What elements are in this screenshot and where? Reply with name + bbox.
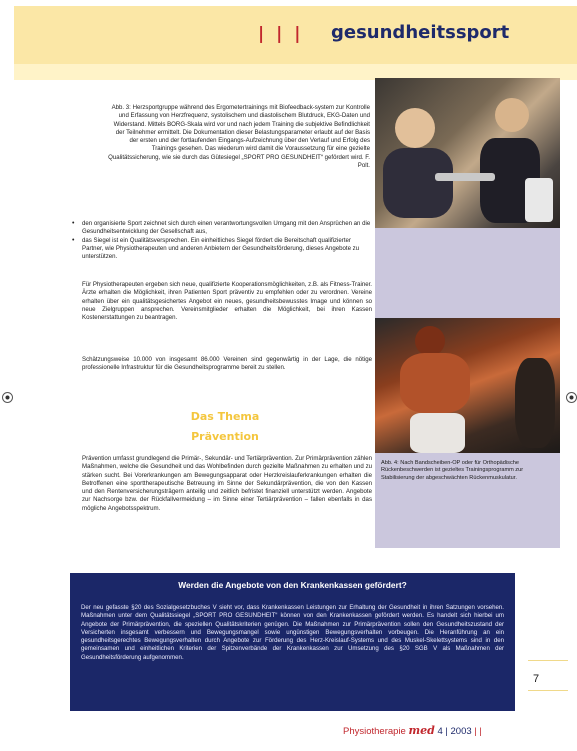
info-box-title: Werden die Angebote von den Krankenkassen gefördert? (178, 580, 407, 590)
figure-3-caption: Abb. 3: Herzsportgruppe während des Ergometertrainings mit Biofeedback-system zur Kontrolle und Erfassung von Herzfrequenz, systolischem und diastolischem Blutdruck, EKG-Daten und Widerstand. Mittels BORG-Skala wird vor und nach jedem Training die subjektive Befindlichkeit der Teilnehmer ermittelt. Die Dokumentation dieser Belastungsparameter erlaubt auf der Basis der ersten und der fortlaufenden Eingangs-Aufzeichnung über den Verlauf und Erfolg des Trainings gesehen. Das wiederum wird damit die Voraussetzung für eine gezielte Qualitätssicherung, wie sie durch das Gütesiegel „SPORT PRO GESUNDHEIT“ gefördert wird. F. Polt. (108, 104, 370, 170)
footer (343, 724, 482, 737)
paragraph-clubs: Schätzungsweise 10.000 von insgesamt 86.000 Vereinen sind gegenwärtig in der Lage, die nötige professionelle Infrastruktur für die Gesundheitsprogramme bereit zu stellen. (82, 356, 372, 372)
section-header-title: gesundheitssport (331, 22, 510, 43)
footer-brand: Physiotherapie (343, 726, 406, 737)
section-heading-line: Prävention (191, 430, 259, 443)
bullet-list (72, 220, 372, 261)
divider (528, 660, 568, 661)
divider (528, 690, 568, 691)
footer-issue: 4 | 2003 (437, 726, 472, 737)
photo-back-training (375, 318, 560, 453)
list-item: • das Siegel ist ein Qualitätsversprechen. Ein einheitliches Siegel fördert die Bereitschaft qualifizierter Partner, wie Physiotherapeuten und anderen Anbietern der Gesundheitsförderung, dieses Angebote zu unterstützen. (72, 237, 372, 262)
paragraph-cooperation: Für Physiotherapeuten ergeben sich neue, qualifizierte Kooperationsmöglichkeiten, z.B. als Fitness-Trainer. Ärzte erhalten die Möglichkeit, ihren Patienten Sport präventiv zu empfehlen oder zu verordnen. Vereine erhalten über ein qualitätsgesichertes Angebot ein neues, gesundheitsbewusstes Image und können so neue Zielgruppen ansprechen. Vereinsmitglieder erhalten die Möglichkeit, bei ihren Kassen Kostenerstattungen zu beantragen. (82, 281, 372, 322)
header-marks: | | | (258, 24, 304, 44)
footer-bars: | | (474, 726, 482, 737)
section-heading-line: Das Thema (190, 410, 260, 423)
list-item: • den organisierte Sport zeichnet sich durch einen verantwortungsvollen Umgang mit den Ansprüchen an die Gesundheitsentwicklung der Gesellschaft aus, (72, 220, 372, 237)
paragraph-prevention: Prävention umfasst grundlegend die Primär-, Sekundär- und Tertiärprävention. Zur Primärprävention zählen Maßnahmen, welche die Gesundheit und das Wohlbefinden durch gezielte Maßnahmen zu erhalten und zu stärken sucht. Bei Vorerkrankungen am Bewegungsapparat oder Herzkreislauferkrankungen erhalten die Betroffenen eine sporttherapeutische Betreuung im Sinne der Sekundärprävention, die von den Kassen und den Rentenversicherungsträgern anteilig und zeitlich befristet finanziell unterstützt werden. Angebote zur Nachsorge bzw. der Rückfallvermeidung – im Sinne einer Tertiärprävention – fallen ebenfalls in das mögliche Angebotsspektrum. (82, 455, 372, 512)
registration-mark-icon (566, 392, 577, 403)
page-number: 7 (533, 673, 540, 685)
photo-ergometer-training (375, 78, 560, 228)
section-heading (160, 407, 290, 447)
figure-4-caption: Abb. 4: Nach Bandscheiben-OP oder für Orthopädische Rückenbeschwerden ist gezieltes Trainingsprogramm zur Stabilisierung der abgeschwächten Rückenmuskulatur. (381, 460, 524, 481)
registration-mark-icon (2, 392, 13, 403)
info-box-body: Der neu gefasste §20 des Sozialgesetzbuches V sieht vor, dass Krankenkassen Leistungen zur Erhaltung der Gesundheit in ihren Satzungen vorsehen. Maßnahmen unter dem Qualitätssiegel „SPORT PRO GESUNDHEIT“ können von den Krankenkassen gefördert werden. Es handelt sich hierbei um Angebote der Primärprävention, die speziellen Qualitätskriterien genügen. Die Maßnahmen zur Primärprävention sollen den Gesundheitszustand der Versicherten insgesamt verbessern und Bewegungsmangel sowie ungünstigen Bewegungsverhalten vorbeugen. Die Heranführung an ein gesundheitsgerechtes Bewegungsverhalten durch Angebote zur Förderung des Herz-Kreislauf-Systems und des Muskel-Skelettsystems sind in den gemeinsamen und einheitlichen Kriterien der Spitzenverbände der Krankenkassen zur Umsetzung des §20 SGB V als Maßnahmen der Gesundheitsförderung aufgenommen. (81, 604, 504, 661)
footer-brand-med: med (408, 724, 435, 737)
